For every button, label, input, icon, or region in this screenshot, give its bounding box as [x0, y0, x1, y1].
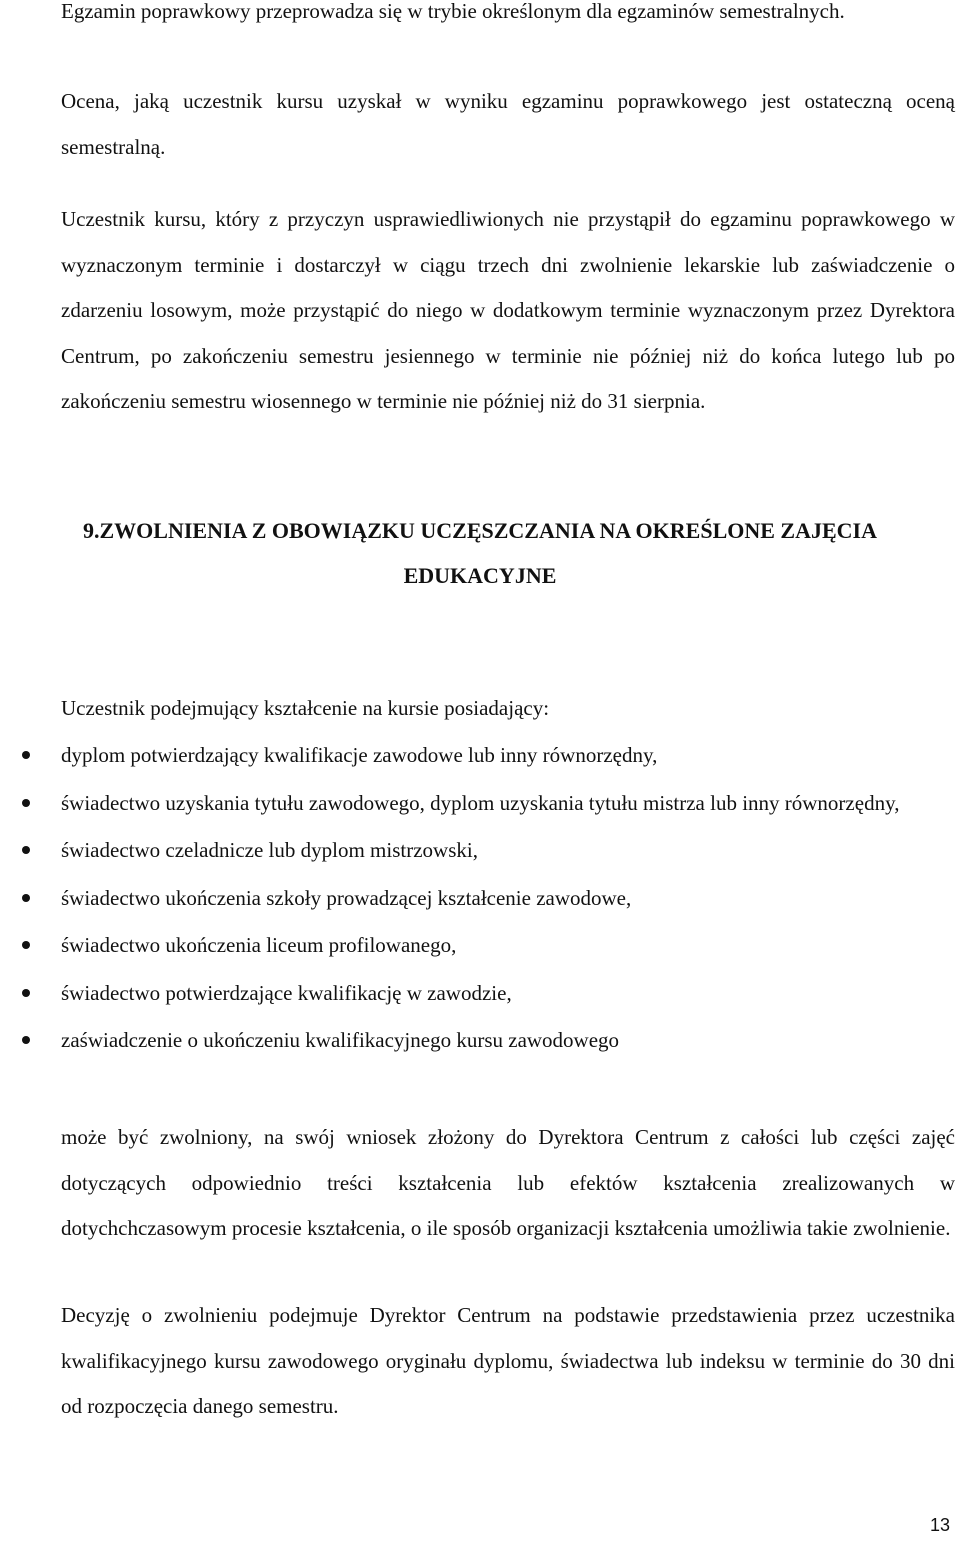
list-item-7 — [22, 197, 955, 425]
list-item-text: dyplom potwierdzający kwalifikacje zawodowe lub inny równorzędny, — [61, 743, 658, 767]
item-number — [22, 0, 61, 35]
list-item — [22, 876, 955, 922]
section-heading-line1: 9.ZWOLNIENIA Z OBOWIĄZKU UCZĘSZCZANIA NA OKREŚLONE ZAJĘCIA — [82, 518, 877, 543]
bullet-icon — [22, 846, 30, 854]
list-item — [22, 923, 955, 969]
item-number — [22, 79, 61, 125]
item-text: Egzamin poprawkowy przeprowadza się w trybie określonym dla egzaminów semestralnych. — [61, 0, 845, 23]
point-number — [22, 1293, 61, 1339]
list-item-6 — [22, 79, 955, 170]
item-number — [22, 197, 61, 243]
point-text: Uczestnik podejmujący kształcenie na kursie posiadający: — [61, 696, 550, 720]
bullet-icon — [22, 989, 30, 997]
list-item — [22, 733, 955, 779]
section-heading-line2: EDUKACYJNE — [403, 563, 557, 588]
list-item-5 — [22, 0, 955, 35]
list-item-text: świadectwo czeladnicze lub dyplom mistrzowski, — [61, 838, 478, 862]
bullet-icon — [22, 1036, 30, 1044]
point-2 — [22, 1293, 955, 1430]
point-number — [22, 686, 61, 732]
list-item-text: świadectwo ukończenia liceum profilowanego, — [61, 933, 457, 957]
point-text: Decyzję o zwolnieniu podejmuje Dyrektor Centrum na podstawie przedstawienia przez uczestnika kwalifikacyjnego kursu zawodowego oryginału dyplomu, świadectwa lub indeksu w terminie do 30 dni od rozpoczęcia danego semestru. — [61, 1303, 955, 1418]
list-item — [22, 828, 955, 874]
list-item-text: świadectwo uzyskania tytułu zawodowego, dyplom uzyskania tytułu mistrza lub inny równorzędny, — [61, 790, 900, 815]
list-item — [22, 781, 955, 827]
bullet-icon — [22, 941, 30, 949]
bullet-icon — [22, 894, 30, 902]
list-item — [22, 1018, 955, 1064]
list-item-text: świadectwo ukończenia szkoły prowadzącej kształcenie zawodowe, — [61, 885, 632, 910]
qualification-list — [22, 733, 955, 1064]
bullet-icon — [22, 751, 30, 759]
list-item — [22, 971, 955, 1017]
section-heading — [0, 508, 960, 598]
point-1 — [22, 686, 955, 732]
point-1-continuation: może być zwolniony, na swój wniosek złożony do Dyrektora Centrum z całości lub części zajęć dotyczących odpowiednio treści kształcenia lub efektów kształcenia zrealizowanych w dotychchczasowym procesie kształcenia, o ile sposób organizacji kształcenia umożliwia takie zwolnienie. — [61, 1125, 955, 1240]
page-number: 13 — [929, 1515, 950, 1535]
item-text: Ocena, jaką uczestnik kursu uzyskał w wyniku egzaminu poprawkowego jest ostateczną oceną semestralną. — [61, 89, 955, 159]
bullet-icon — [22, 799, 30, 807]
list-item-text: zaświadczenie o ukończeniu kwalifikacyjnego kursu zawodowego — [61, 1028, 620, 1052]
list-item-text: świadectwo potwierdzające kwalifikację w zawodzie, — [61, 980, 512, 1005]
item-text: Uczestnik kursu, który z przyczyn usprawiedliwionych nie przystąpił do egzaminu poprawkowego w wyznaczonym terminie i dostarczył w ciągu trzech dni zwolnienie lekarskie lub zaświadczenie o zdarzeniu losowym, może przystąpić do niego w dodatkowym terminie wyznaczonym przez Dyrektora Centrum, po zakończeniu semestru jesiennego w terminie nie później niż do końca lutego lub po zakończeniu semestru wiosennego w terminie nie później niż do 31 sierpnia. — [61, 207, 955, 413]
